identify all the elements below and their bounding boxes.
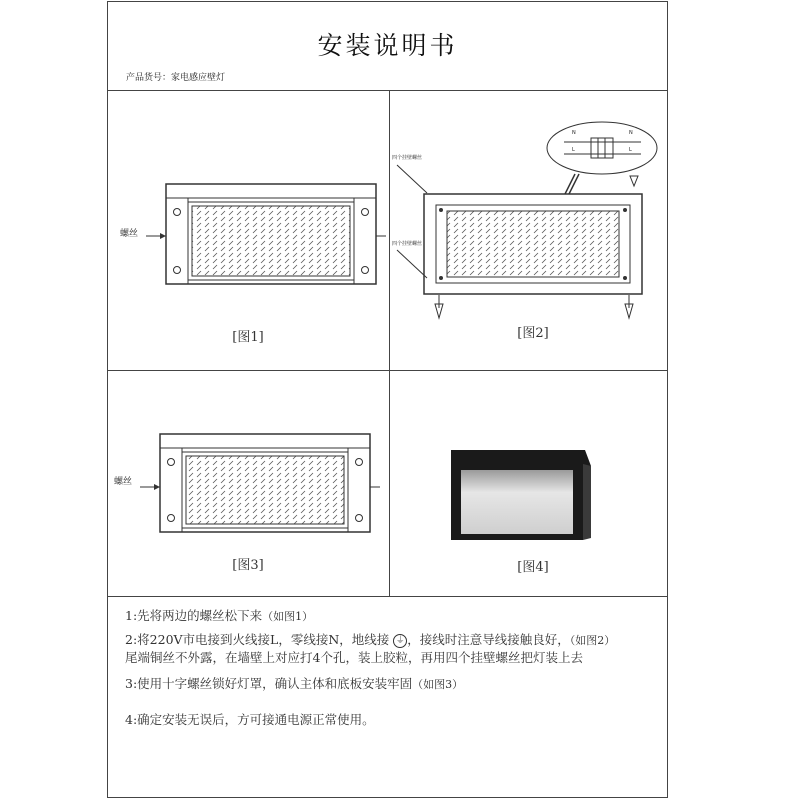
figure-4-caption: [图4] [517, 560, 549, 575]
instruction-sheet [107, 1, 668, 798]
figure-3 [108, 370, 389, 596]
figure-1-caption: [图1] [232, 330, 264, 345]
step-3-text: 3:使用十字螺丝锁好灯罩，确认主体和底板安装牢固 [125, 676, 413, 691]
figure-2 [389, 90, 669, 370]
figure-2-screw-label-top: 四个挂壁螺丝 [392, 155, 423, 161]
figure-1 [108, 90, 389, 370]
step-2-line-2: 尾端铜丝不外露，在墙壁上对应打4个孔，装上胶粒，再用四个挂壁螺丝把灯装上去 [125, 650, 583, 665]
wire-right-l: L [629, 147, 632, 153]
step-3-note: （如图3） [412, 678, 464, 691]
step-2-text-a: 2:将220V市电接到火线接L，零线接N，地线接 [125, 632, 390, 647]
product-line: 产品货号：家电感应壁灯 [126, 73, 226, 83]
step-2-text-b: ，接线时注意导线接触良好， [407, 632, 570, 647]
step-1-text: 1:先将两边的螺丝松下来 [125, 608, 263, 623]
figure-3-caption: [图3] [232, 558, 264, 573]
figure-2-caption: [图2] [517, 326, 549, 341]
step-2-note: （如图2） [569, 634, 616, 647]
divider-bottom [108, 596, 667, 597]
step-2 [125, 630, 615, 648]
document-title: 安装说明书 [317, 31, 458, 60]
ground-symbol-icon: ⏚ [393, 634, 407, 648]
step-3 [125, 674, 463, 692]
step-1-note: （如图1） [262, 610, 314, 623]
wire-left-l: L [572, 147, 575, 153]
wire-right-n: N [629, 130, 633, 136]
figure-1-screw-label: 螺丝 [120, 229, 139, 239]
step-4: 4:确定安装无误后，方可接通电源正常使用。 [125, 712, 375, 727]
figure-2-screw-label-mid: 四个挂壁螺丝 [392, 241, 423, 247]
step-1 [125, 606, 313, 624]
figure-3-screw-label: 螺丝 [114, 477, 133, 487]
figure-4 [389, 370, 669, 596]
wire-left-n: N [572, 130, 576, 136]
